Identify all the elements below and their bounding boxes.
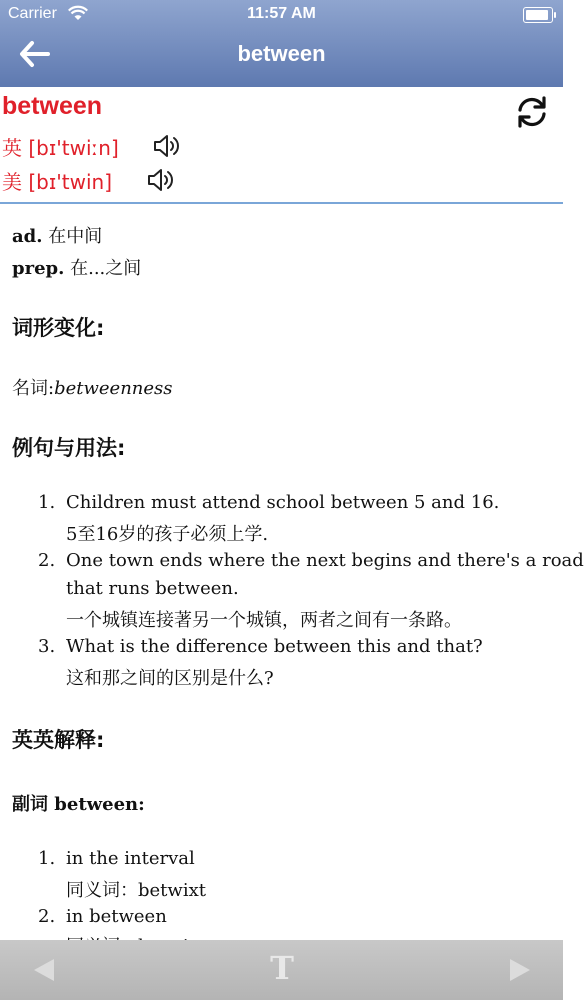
speaker-icon[interactable] bbox=[152, 132, 182, 160]
word-form bbox=[12, 374, 173, 400]
sense-number: 2. bbox=[38, 906, 56, 927]
headword: between bbox=[2, 92, 103, 120]
example-chinese: 这和那之间的区别是什么? bbox=[66, 668, 274, 689]
example-english: that runs between. bbox=[66, 578, 239, 599]
sense-synonym: 同义词：betwixt bbox=[66, 880, 206, 901]
carrier-label: Carrier bbox=[8, 5, 57, 22]
refresh-icon[interactable] bbox=[514, 96, 550, 128]
previous-arrow-icon[interactable] bbox=[30, 956, 58, 984]
status-bar bbox=[0, 0, 563, 30]
example-number: 1. bbox=[38, 492, 56, 513]
navigation-bar bbox=[0, 0, 563, 87]
subheading-en: between: bbox=[54, 794, 145, 815]
us-pronunciation: 美 [bɪ'twin] bbox=[2, 170, 113, 194]
uk-pronunciation: 英 [bɪ'twiːn] bbox=[2, 136, 119, 160]
status-time: 11:57 AM bbox=[247, 5, 316, 22]
part-of-speech: ad. bbox=[12, 226, 43, 247]
form-value: betweenness bbox=[54, 378, 173, 399]
next-arrow-icon[interactable] bbox=[506, 956, 534, 984]
battery-level bbox=[526, 10, 548, 20]
speaker-icon[interactable] bbox=[146, 166, 176, 194]
example-english: One town ends where the next begins and there's a road bbox=[66, 550, 584, 571]
example-chinese: 一个城镇连接著另一个城镇，两者之间有一条路。 bbox=[66, 610, 462, 631]
example-number: 2. bbox=[38, 550, 56, 571]
forms-heading: 词形变化: bbox=[12, 316, 105, 340]
definition-line bbox=[12, 254, 141, 280]
sense-text: in the interval bbox=[66, 848, 195, 869]
examples-heading: 例句与用法: bbox=[12, 436, 126, 460]
english-subheading bbox=[12, 790, 145, 816]
example-english: Children must attend school between 5 and 16. bbox=[66, 492, 500, 513]
example-english: What is the difference between this and that? bbox=[66, 636, 483, 657]
example-chinese: 5至16岁的孩子必须上学. bbox=[66, 524, 269, 545]
english-definitions-heading: 英英解释: bbox=[12, 728, 105, 752]
page-title: between bbox=[237, 41, 326, 66]
sense-text: in between bbox=[66, 906, 167, 927]
definition-content[interactable] bbox=[0, 204, 584, 940]
part-of-speech: prep. bbox=[12, 258, 65, 279]
battery-icon bbox=[523, 7, 553, 23]
meaning: 在...之间 bbox=[64, 258, 142, 279]
meaning: 在中间 bbox=[42, 226, 103, 247]
font-size-button[interactable]: T bbox=[270, 949, 294, 987]
bottom-toolbar bbox=[0, 940, 563, 1000]
sense-number: 1. bbox=[38, 848, 56, 869]
definition-line bbox=[12, 222, 102, 248]
subheading-zh: 副词 bbox=[12, 794, 55, 815]
form-label: 名词: bbox=[12, 378, 55, 399]
example-number: 3. bbox=[38, 636, 56, 657]
